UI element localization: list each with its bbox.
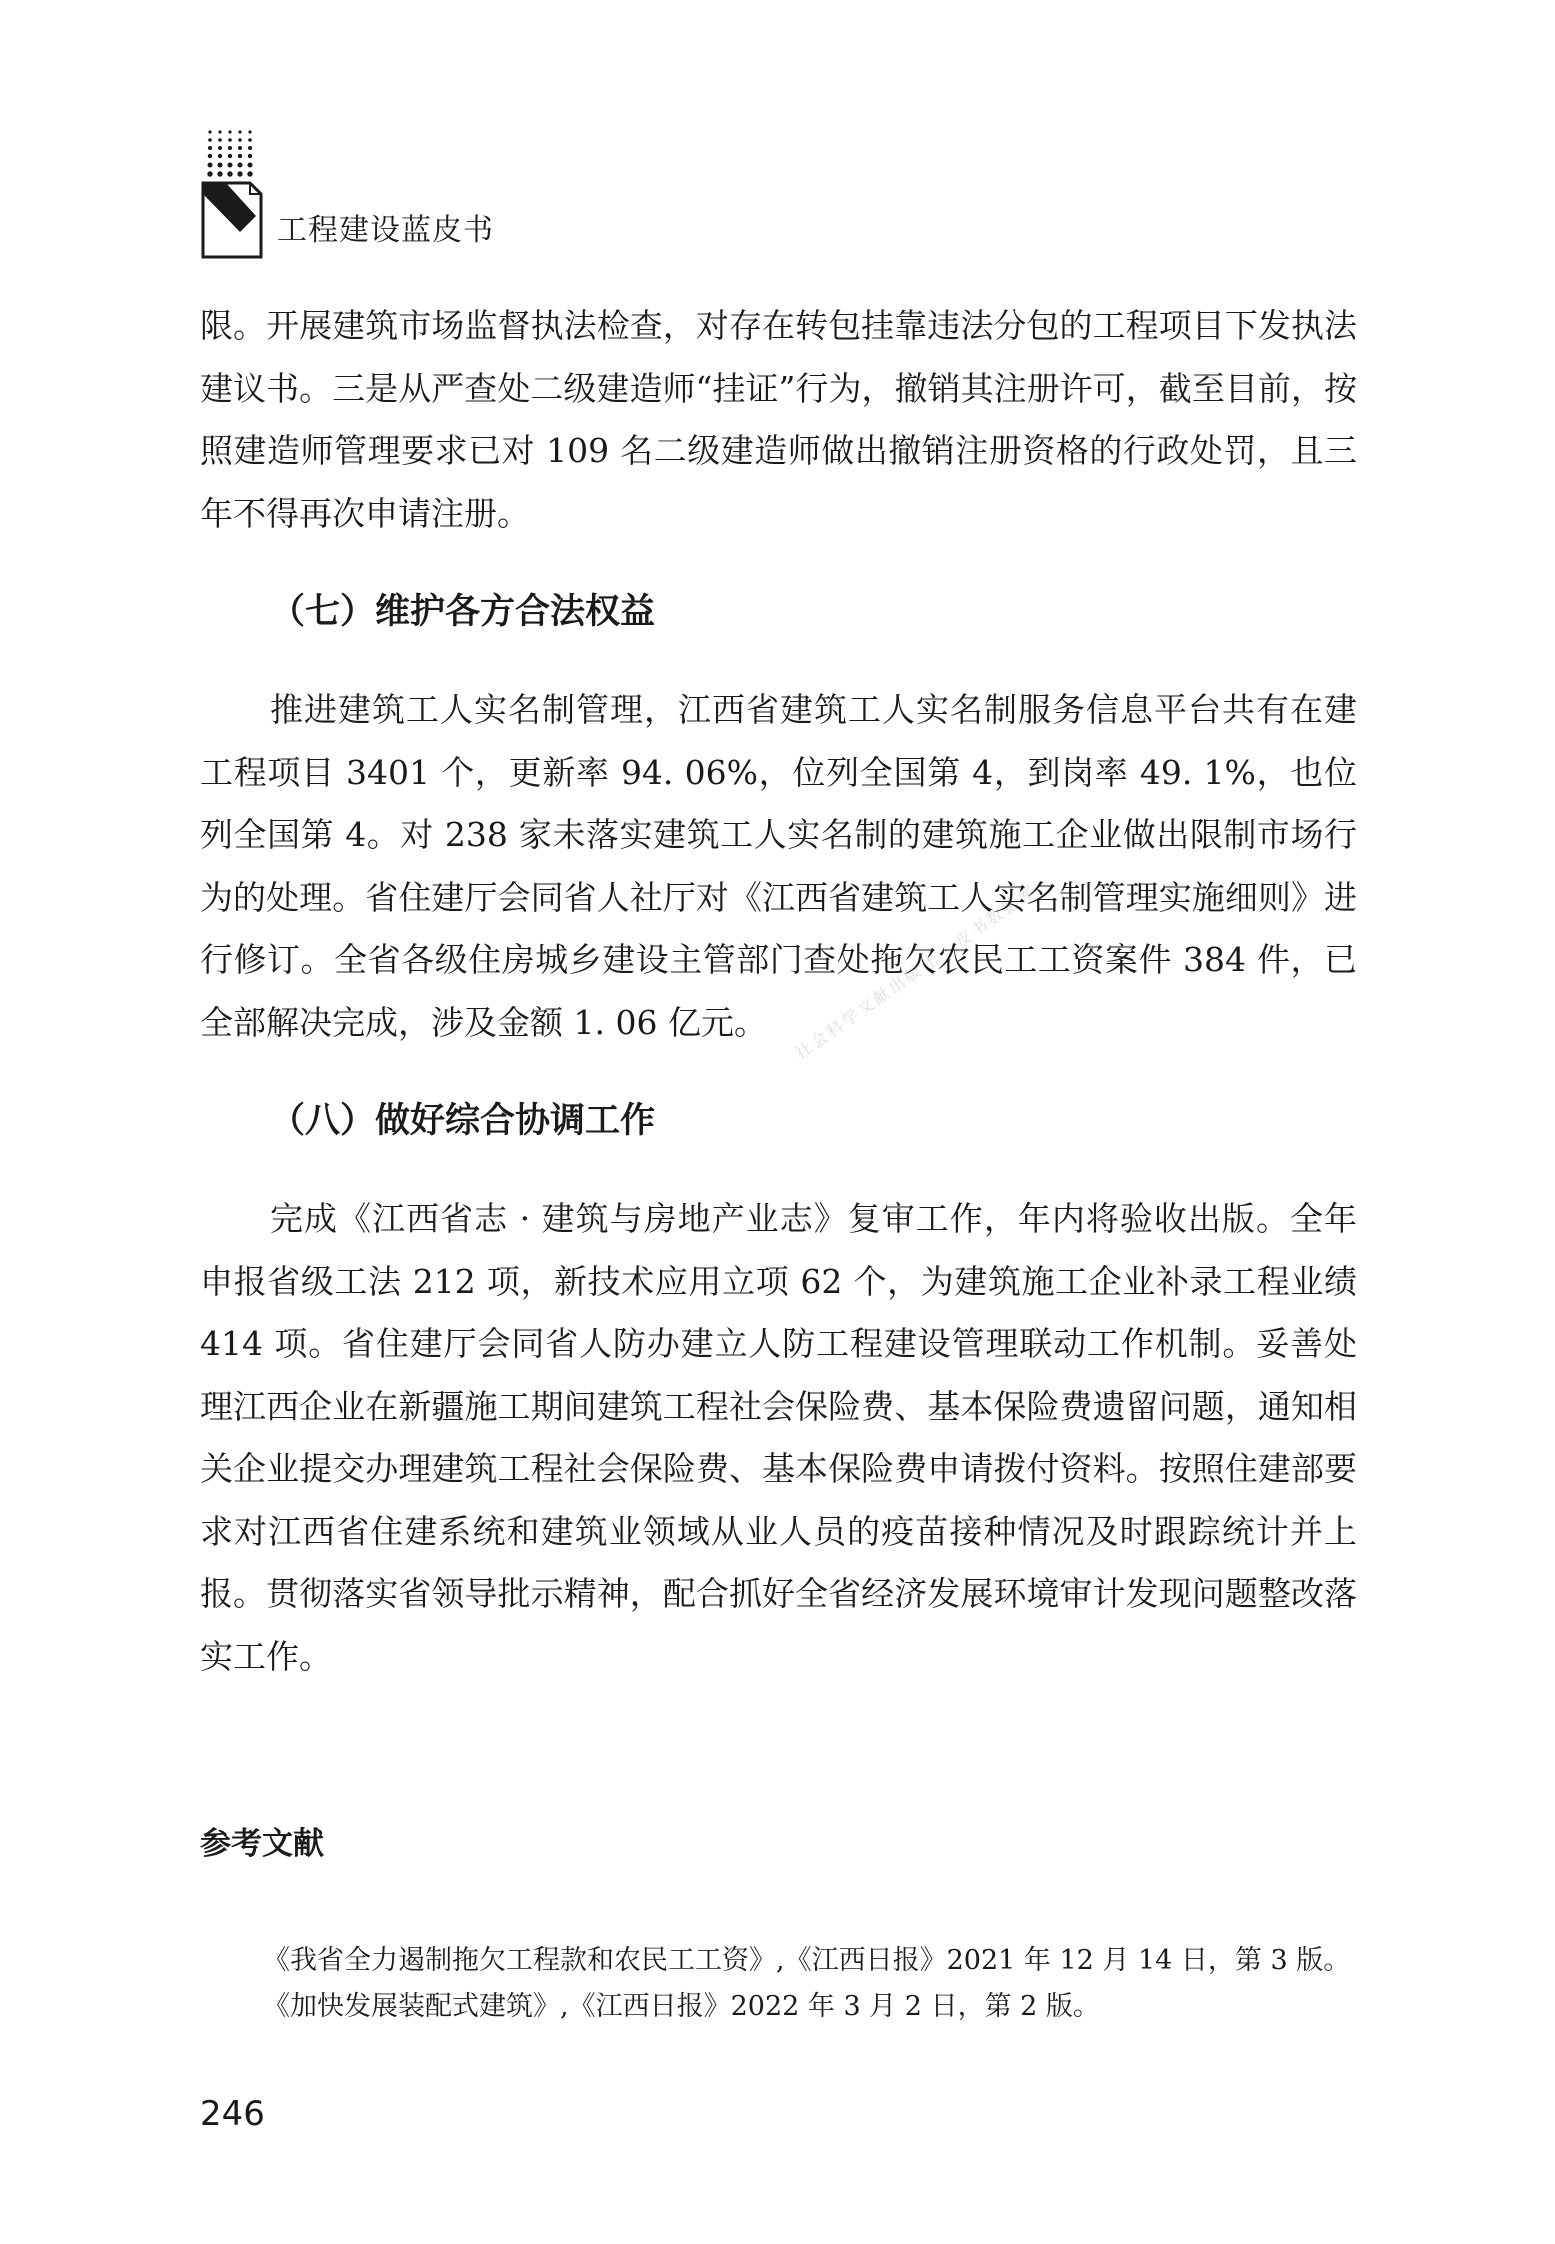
paragraph-continued: 限。开展建筑市场监督执法检查，对存在转包挂靠违法分包的工程项目下发执法建议书。三是从严查处二级建造师“挂证”行为，撤销其注册许可，截至目前，按照建造师管理要求已对 109 名二级建造师做出撤销注册资格的行政处罚，且三年不得再次申请注册。 — [200, 306, 1357, 533]
references-list — [263, 1938, 1357, 2030]
running-header — [200, 128, 700, 268]
reference-item: 《加快发展装配式建筑》,《江西日报》2022 年 3 月 2 日，第 2 版。 — [263, 1991, 1100, 2022]
book-title: 工程建设蓝皮书 — [277, 213, 494, 248]
page-number: 246 — [200, 2094, 265, 2134]
reference-item: 《我省全力遏制拖欠工程款和农民工工资》,《江西日报》2021 年 12 月 14 日，第 3 版。 — [263, 1945, 1351, 1976]
main-content — [200, 295, 1357, 1688]
watermark: 社会科学文献出版社 · 皮书数据库 — [791, 880, 1041, 1064]
book-corner-icon — [200, 180, 264, 260]
section-heading-8: （八）做好综合协调工作 — [270, 1101, 656, 1141]
paragraph-workers: 推进建筑工人实名制管理，江西省建筑工人实名制服务信息平台共有在建工程项目 3401 个，更新率 94. 06%，位列全国第 4，到岗率 49. 1%，也位列全国第 4。对 238 家未落实建筑工人实名制的建筑施工企业做出限制市场行为的处理。省住建厅会同省人社厅对《江西省建筑工人实名制管理实施细则》进行修订。全省各级住房城乡建设主管部门查处拖欠农民工工资案件 384 件，已全部解决完成，涉及金额 1. 06 亿元。 — [200, 690, 1357, 1042]
paragraph-coordination: 完成《江西省志 · 建筑与房地产业志》复审工作，年内将验收出版。全年申报省级工法 212 项，新技术应用立项 62 个，为建筑施工企业补录工程业绩 414 项。省住建厅会同省人防办建立人防工程建设管理联动工作机制。妥善处理江西企业在新疆施工期间建筑工程社会保险费、基本保险费遗留问题，通知相关企业提交办理建筑工程社会保险费、基本保险费申请拨付资料。按照住建部要求对江西省住建系统和建筑业领域从业人员的疫苗接种情况及时跟踪统计并上报。贯彻落实省领导批示精神，配合抓好全省经济发展环境审计发现问题整改落实工作。 — [200, 1199, 1357, 1676]
dot-grid-icon — [206, 128, 258, 178]
references-title: 参考文献 — [200, 1826, 324, 1862]
section-heading-7: （七）维护各方合法权益 — [270, 592, 656, 632]
